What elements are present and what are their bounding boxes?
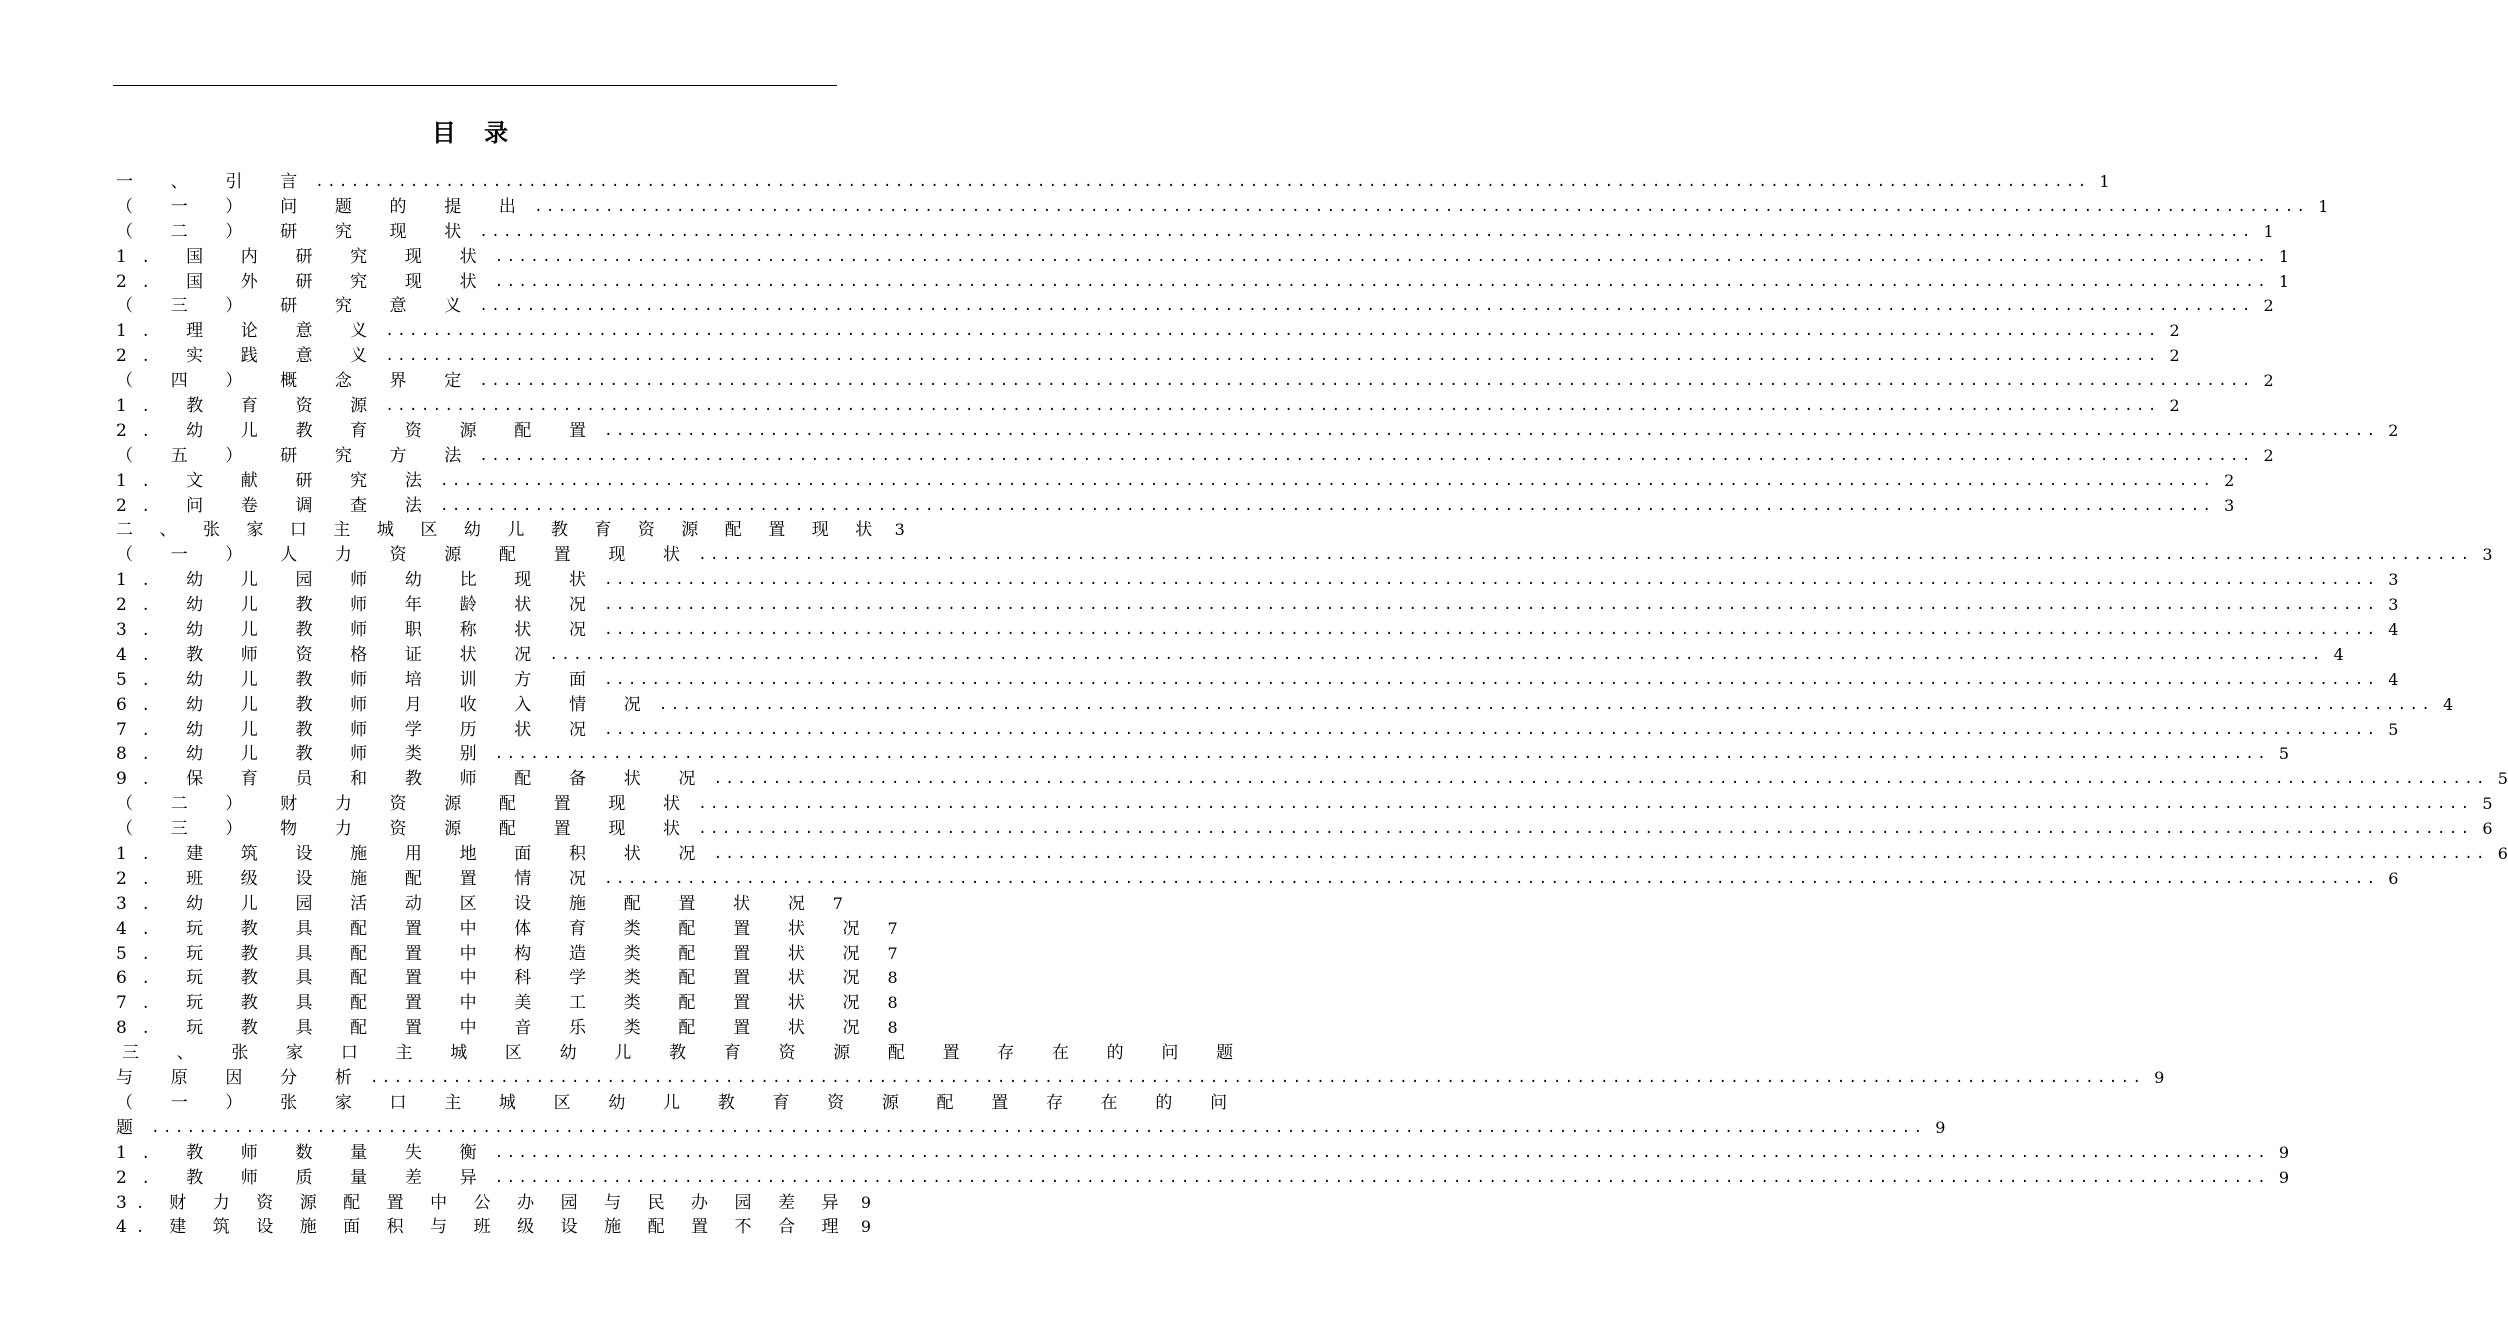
toc-page-number: 5 <box>2497 769 2508 789</box>
toc-entry-text: 4. 教 师 资 格 证 状 况 <box>116 644 548 665</box>
toc-entry-text: （ 三 ） 物 力 资 源 配 置 现 状 <box>116 819 697 840</box>
toc-entry[interactable] <box>116 842 2508 867</box>
toc-entry[interactable] <box>116 444 2274 469</box>
toc-entry[interactable] <box>116 693 2454 718</box>
toc-page-number: 5 <box>2278 744 2290 764</box>
toc-page-number: 7 <box>832 893 843 913</box>
dot-leader <box>440 469 2214 494</box>
toc-page-number: 8 <box>887 1018 898 1038</box>
toc-page-number: 5 <box>2482 794 2493 814</box>
toc-entry[interactable] <box>116 543 2493 568</box>
toc-page-number: 4 <box>2333 644 2344 664</box>
toc-entry[interactable] <box>116 568 2399 593</box>
toc-entry-text: 与 原 因 分 析 <box>116 1068 368 1089</box>
toc-entry[interactable] <box>116 1191 872 1216</box>
toc-page-number: 1 <box>2318 196 2329 216</box>
toc-entry[interactable] <box>116 1215 872 1240</box>
toc-entry-text: 6. 幼 儿 教 师 月 收 入 情 况 <box>116 694 657 715</box>
toc-page-number: 3 <box>2388 595 2399 615</box>
dot-leader <box>370 1066 2144 1091</box>
toc-entry[interactable] <box>116 319 2180 344</box>
toc-page-number: 9 <box>1935 1117 1946 1137</box>
dot-leader <box>315 170 2089 195</box>
toc-entry[interactable] <box>116 792 2493 817</box>
toc-page-number: 2 <box>2263 371 2274 391</box>
dot-leader <box>714 842 2488 867</box>
dot-leader <box>534 195 2308 220</box>
toc-entry[interactable] <box>116 991 898 1016</box>
toc-entry[interactable] <box>116 394 2180 419</box>
toc-entry-text: 1. 建 筑 设 施 用 地 面 积 状 况 <box>116 844 712 865</box>
toc-entry-text: （ 一 ） 问 题 的 提 出 <box>116 196 533 217</box>
toc-entry[interactable] <box>116 718 2399 743</box>
toc-entry[interactable] <box>116 294 2274 319</box>
toc-entry-text: 4. 玩 教 具 配 置 中 体 育 类 配 置 状 况 <box>116 918 876 939</box>
toc-entry-text: 7. 幼 儿 教 师 学 历 状 况 <box>116 719 603 740</box>
toc-page-number: 4 <box>2442 694 2454 714</box>
toc-page-number: 9 <box>2278 1142 2290 1162</box>
toc-page-number: 6 <box>2388 868 2399 888</box>
toc-entry[interactable] <box>116 1016 898 1041</box>
toc-entry[interactable] <box>116 220 2274 245</box>
toc-entry-text: 2. 班 级 设 施 配 置 情 况 <box>116 868 603 889</box>
toc-entry-text: （ 二 ） 财 力 资 源 配 置 现 状 <box>116 794 697 815</box>
toc-entry[interactable] <box>116 1116 1946 1141</box>
toc-page-number: 7 <box>887 918 898 938</box>
toc-page-number: 6 <box>2497 844 2508 864</box>
toc-entry-text: 8. 玩 教 具 配 置 中 音 乐 类 配 置 状 况 <box>116 1018 876 1039</box>
toc-page-number: 8 <box>887 993 898 1013</box>
toc-entry-text: 2. 实 践 意 义 <box>116 346 384 367</box>
toc-page-number: 9 <box>860 1192 872 1212</box>
dot-leader <box>604 618 2378 643</box>
toc-page-number: 1 <box>2263 221 2274 241</box>
toc-entry-text: （ 二 ） 研 究 现 状 <box>116 221 478 242</box>
dot-leader <box>479 294 2253 319</box>
toc-page-number: 6 <box>2482 819 2493 839</box>
toc-entry-text: 4. 建 筑 设 施 面 积 与 班 级 设 施 配 置 不 合 理 <box>116 1217 850 1238</box>
dot-leader <box>479 444 2253 469</box>
dot-leader <box>495 1141 2269 1166</box>
dot-leader <box>698 792 2472 817</box>
toc-entry[interactable] <box>116 245 2290 270</box>
toc-entry[interactable] <box>116 618 2399 643</box>
toc-entry-text: 6. 玩 教 具 配 置 中 科 学 类 配 置 状 况 <box>116 968 876 989</box>
toc-entry[interactable] <box>116 1066 2165 1091</box>
toc-entry[interactable] <box>116 1166 2290 1191</box>
toc-entry-text: 2. 国 外 研 究 现 状 <box>116 271 493 292</box>
dot-leader <box>495 742 2269 767</box>
toc-entry-text: 1. 幼 儿 园 师 幼 比 现 状 <box>116 570 603 591</box>
toc-entry-text: 3. 幼 儿 园 活 动 区 设 施 配 置 状 况 <box>116 893 821 914</box>
toc-page-number: 2 <box>2169 396 2180 415</box>
toc-page-number: 2 <box>2169 346 2180 366</box>
toc-page-number: 7 <box>887 943 898 963</box>
dot-leader <box>495 270 2269 295</box>
toc-page-number: 9 <box>2154 1068 2165 1088</box>
toc-entry-text: 5. 玩 教 具 配 置 中 构 造 类 配 置 状 况 <box>116 943 876 964</box>
dot-leader <box>549 643 2323 668</box>
toc-entry[interactable] <box>116 892 843 917</box>
toc-title: 目 录 <box>431 119 519 147</box>
toc-entry-text: 2. 幼 儿 教 师 年 龄 状 况 <box>116 595 603 616</box>
toc-page-number: 2 <box>2224 470 2235 490</box>
toc-entry-text: 3. 财 力 资 源 配 置 中 公 办 园 与 民 办 园 差 异 <box>116 1192 850 1213</box>
toc-entry-text: 2. 教 师 质 量 差 异 <box>116 1167 493 1188</box>
toc-entry[interactable] <box>116 942 898 967</box>
toc-entry[interactable] <box>116 643 2344 668</box>
toc-page-number: 5 <box>2388 719 2399 739</box>
dot-leader <box>385 344 2159 369</box>
dot-leader <box>385 319 2159 344</box>
table-of-contents <box>116 170 2508 1240</box>
toc-page-number: 8 <box>887 968 898 988</box>
dot-leader <box>495 245 2269 270</box>
toc-entry[interactable] <box>116 1141 2290 1166</box>
toc-page-number: 4 <box>2388 620 2399 640</box>
dot-leader <box>604 593 2378 618</box>
toc-page-number: 2 <box>2263 445 2274 465</box>
toc-page-number: 3 <box>2224 495 2235 515</box>
toc-entry-text: 8. 幼 儿 教 师 类 别 <box>116 744 493 765</box>
toc-entry[interactable] <box>116 767 2508 792</box>
toc-page-number: 9 <box>860 1217 872 1237</box>
toc-entry[interactable] <box>116 419 2399 444</box>
toc-entry[interactable] <box>116 344 2180 369</box>
toc-entry-text: 2. 幼 儿 教 育 资 源 配 置 <box>116 420 603 441</box>
dot-leader <box>604 419 2378 444</box>
toc-entry-text: 题 <box>116 1117 150 1138</box>
dot-leader <box>604 568 2378 593</box>
dot-leader <box>440 494 2214 519</box>
dot-leader <box>604 867 2378 892</box>
toc-entry-text: （ 四 ） 概 念 界 定 <box>116 371 478 392</box>
toc-entry[interactable] <box>116 967 898 992</box>
toc-entry-text: 2. 问 卷 调 查 法 <box>116 495 439 516</box>
toc-page-number: 2 <box>2169 321 2180 341</box>
toc-entry-text: 5. 幼 儿 教 师 培 训 方 面 <box>116 669 603 690</box>
header-rule <box>113 85 837 86</box>
dot-leader <box>385 394 2159 419</box>
dot-leader <box>698 817 2472 842</box>
toc-entry-text: 7. 玩 教 具 配 置 中 美 工 类 配 置 状 况 <box>116 993 876 1014</box>
toc-entry-text: 1. 教 育 资 源 <box>116 396 384 416</box>
toc-entry[interactable] <box>116 867 2399 892</box>
dot-leader <box>659 693 2433 718</box>
dot-leader <box>479 369 2253 394</box>
dot-leader <box>714 767 2488 792</box>
dot-leader <box>604 668 2378 693</box>
toc-entry[interactable] <box>116 668 2399 693</box>
toc-page-number: 3 <box>894 520 905 540</box>
toc-entry[interactable] <box>116 369 2274 394</box>
dot-leader <box>698 543 2472 568</box>
toc-entry[interactable] <box>116 469 2235 494</box>
toc-entry[interactable] <box>116 494 2235 519</box>
toc-page-number: 9 <box>2278 1167 2290 1187</box>
toc-entry-text: 一 、 引 言 <box>116 171 314 192</box>
toc-page-number: 1 <box>2278 271 2290 291</box>
toc-page-number: 2 <box>2388 420 2399 440</box>
dot-leader <box>604 718 2378 743</box>
toc-page-number: 1 <box>2099 171 2110 191</box>
toc-entry-text: 1. 理 论 意 义 <box>116 321 384 342</box>
toc-entry-text: （ 一 ） 人 力 资 源 配 置 现 状 <box>116 545 697 566</box>
toc-entry[interactable] <box>116 817 2493 842</box>
toc-entry-text: 1. 文 献 研 究 法 <box>116 470 439 491</box>
toc-entry[interactable] <box>116 195 2329 220</box>
toc-entry-text: 1. 教 师 数 量 失 衡 <box>116 1142 493 1163</box>
toc-entry[interactable] <box>116 593 2399 618</box>
dot-leader <box>151 1116 1925 1141</box>
toc-page-number: 3 <box>2388 570 2399 590</box>
toc-entry-text: （ 五 ） 研 究 方 法 <box>116 445 478 466</box>
dot-leader <box>479 220 2253 245</box>
toc-entry[interactable] <box>116 742 2290 767</box>
toc-page-number: 2 <box>2263 296 2274 316</box>
toc-entry[interactable] <box>116 917 898 942</box>
toc-entry-wrapped-line[interactable]: 三 、 张 家 口 主 城 区 幼 儿 教 育 资 源 配 置 存 在 的 问 题 <box>122 1043 1250 1064</box>
toc-entry-text: 二 、 张 家 口 主 城 区 幼 儿 教 育 资 源 配 置 现 状 <box>116 520 883 541</box>
toc-page-number: 4 <box>2388 669 2399 689</box>
toc-entry[interactable] <box>116 518 905 543</box>
toc-entry-text: 9. 保 育 员 和 教 师 配 备 状 况 <box>116 769 712 790</box>
toc-page-number: 3 <box>2482 545 2493 565</box>
toc-page-number: 1 <box>2278 246 2290 266</box>
toc-entry-text: （ 三 ） 研 究 意 义 <box>116 296 478 317</box>
dot-leader <box>495 1166 2269 1191</box>
toc-entry[interactable] <box>116 270 2290 295</box>
toc-entry[interactable] <box>116 170 2110 195</box>
toc-entry-text: 3. 幼 儿 教 师 职 称 状 况 <box>116 620 603 641</box>
toc-entry-wrapped-line[interactable]: （ 一 ） 张 家 口 主 城 区 幼 儿 教 育 资 源 配 置 存 在 的 问 <box>116 1092 1244 1113</box>
toc-entry-text: 1. 国 内 研 究 现 状 <box>116 246 493 267</box>
